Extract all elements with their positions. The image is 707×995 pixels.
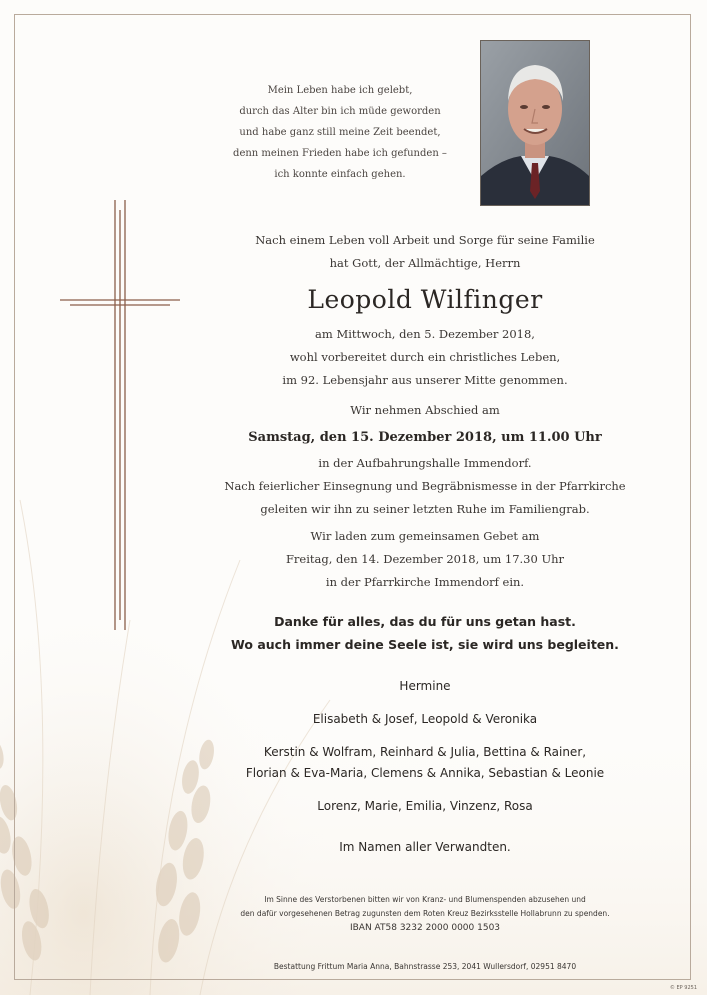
funeral-home: Bestattung Frittum Maria Anna, Bahnstrasse 253, 2041 Wullersdorf, 02951 8470 bbox=[273, 962, 577, 971]
prayer-line: Freitag, den 14. Dezember 2018, um 17.30 Uhr bbox=[285, 552, 565, 566]
children: Elisabeth & Josef, Leopold & Veronika bbox=[312, 712, 538, 726]
deceased-name: Leopold Wilfinger bbox=[307, 285, 543, 314]
intro-text bbox=[200, 229, 650, 275]
portrait-photo bbox=[480, 40, 590, 206]
thanks-block bbox=[200, 610, 650, 656]
farewell-detail: geleiten wir ihn zu seiner letzten Ruhe im Familiengrab. bbox=[260, 502, 590, 516]
intro-line: hat Gott, der Allmächtige, Herrn bbox=[329, 256, 521, 270]
death-info bbox=[200, 323, 650, 392]
donation-note bbox=[200, 893, 650, 935]
farewell-detail: in der Aufbahrungshalle Immendorf. bbox=[318, 456, 532, 470]
form-id: © EP 9251 bbox=[669, 985, 697, 991]
intro-line: Nach einem Leben voll Arbeit und Sorge für seine Familie bbox=[255, 233, 595, 247]
grandchildren-line: Florian & Eva-Maria, Clemens & Annika, Sebastian & Leonie bbox=[245, 766, 605, 780]
farewell-detail: Nach feierlicher Einsegnung und Begräbnismesse in der Pfarrkirche bbox=[224, 479, 626, 493]
poem-line: Mein Leben habe ich gelebt, bbox=[267, 85, 413, 96]
thanks-line: Danke für alles, das du für uns getan hast. bbox=[274, 614, 576, 629]
deceased-name-block bbox=[200, 283, 650, 317]
prayer-block bbox=[200, 525, 650, 594]
relatives-note: Im Namen aller Verwandten. bbox=[339, 840, 511, 854]
death-info-line: am Mittwoch, den 5. Dezember 2018, bbox=[315, 327, 535, 341]
death-info-line: wohl vorbereitet durch ein christliches Leben, bbox=[289, 350, 561, 364]
poem bbox=[230, 80, 450, 185]
farewell-date: Samstag, den 15. Dezember 2018, um 11.00 Uhr bbox=[248, 430, 602, 445]
thanks-line: Wo auch immer deine Seele ist, sie wird uns begleiten. bbox=[231, 637, 619, 652]
poem-line: durch das Alter bin ich müde geworden bbox=[239, 106, 441, 117]
prayer-line: Wir laden zum gemeinsamen Gebet am bbox=[310, 529, 540, 543]
poem-line: ich konnte einfach gehen. bbox=[274, 169, 406, 180]
farewell-intro: Wir nehmen Abschied am bbox=[350, 403, 500, 417]
prayer-line: in der Pfarrkirche Immendorf ein. bbox=[325, 575, 525, 589]
donation-line: Im Sinne des Verstorbenen bitten wir von Kranz- und Blumenspenden abzusehen und bbox=[264, 895, 586, 904]
funeral-home-block bbox=[200, 960, 650, 974]
poem-line: und habe ganz still meine Zeit beendet, bbox=[239, 127, 441, 138]
death-info-line: im 92. Lebensjahr aus unserer Mitte genommen. bbox=[282, 373, 568, 387]
spouse: Hermine bbox=[399, 679, 451, 693]
donation-line: den dafür vorgesehenen Betrag zugunsten dem Roten Kreuz Bezirksstelle Hollabrunn zu spenden. bbox=[240, 909, 610, 918]
iban: IBAN AT58 3232 2000 0000 1503 bbox=[349, 923, 501, 933]
grandchildren-line: Kerstin & Wolfram, Reinhard & Julia, Bettina & Rainer, bbox=[263, 745, 587, 759]
cross-icon bbox=[60, 200, 180, 630]
great-grandchildren: Lorenz, Marie, Emilia, Vinzenz, Rosa bbox=[317, 799, 533, 813]
family-block bbox=[200, 676, 650, 858]
poem-line: denn meinen Frieden habe ich gefunden – bbox=[233, 148, 447, 159]
farewell-block bbox=[200, 399, 650, 521]
